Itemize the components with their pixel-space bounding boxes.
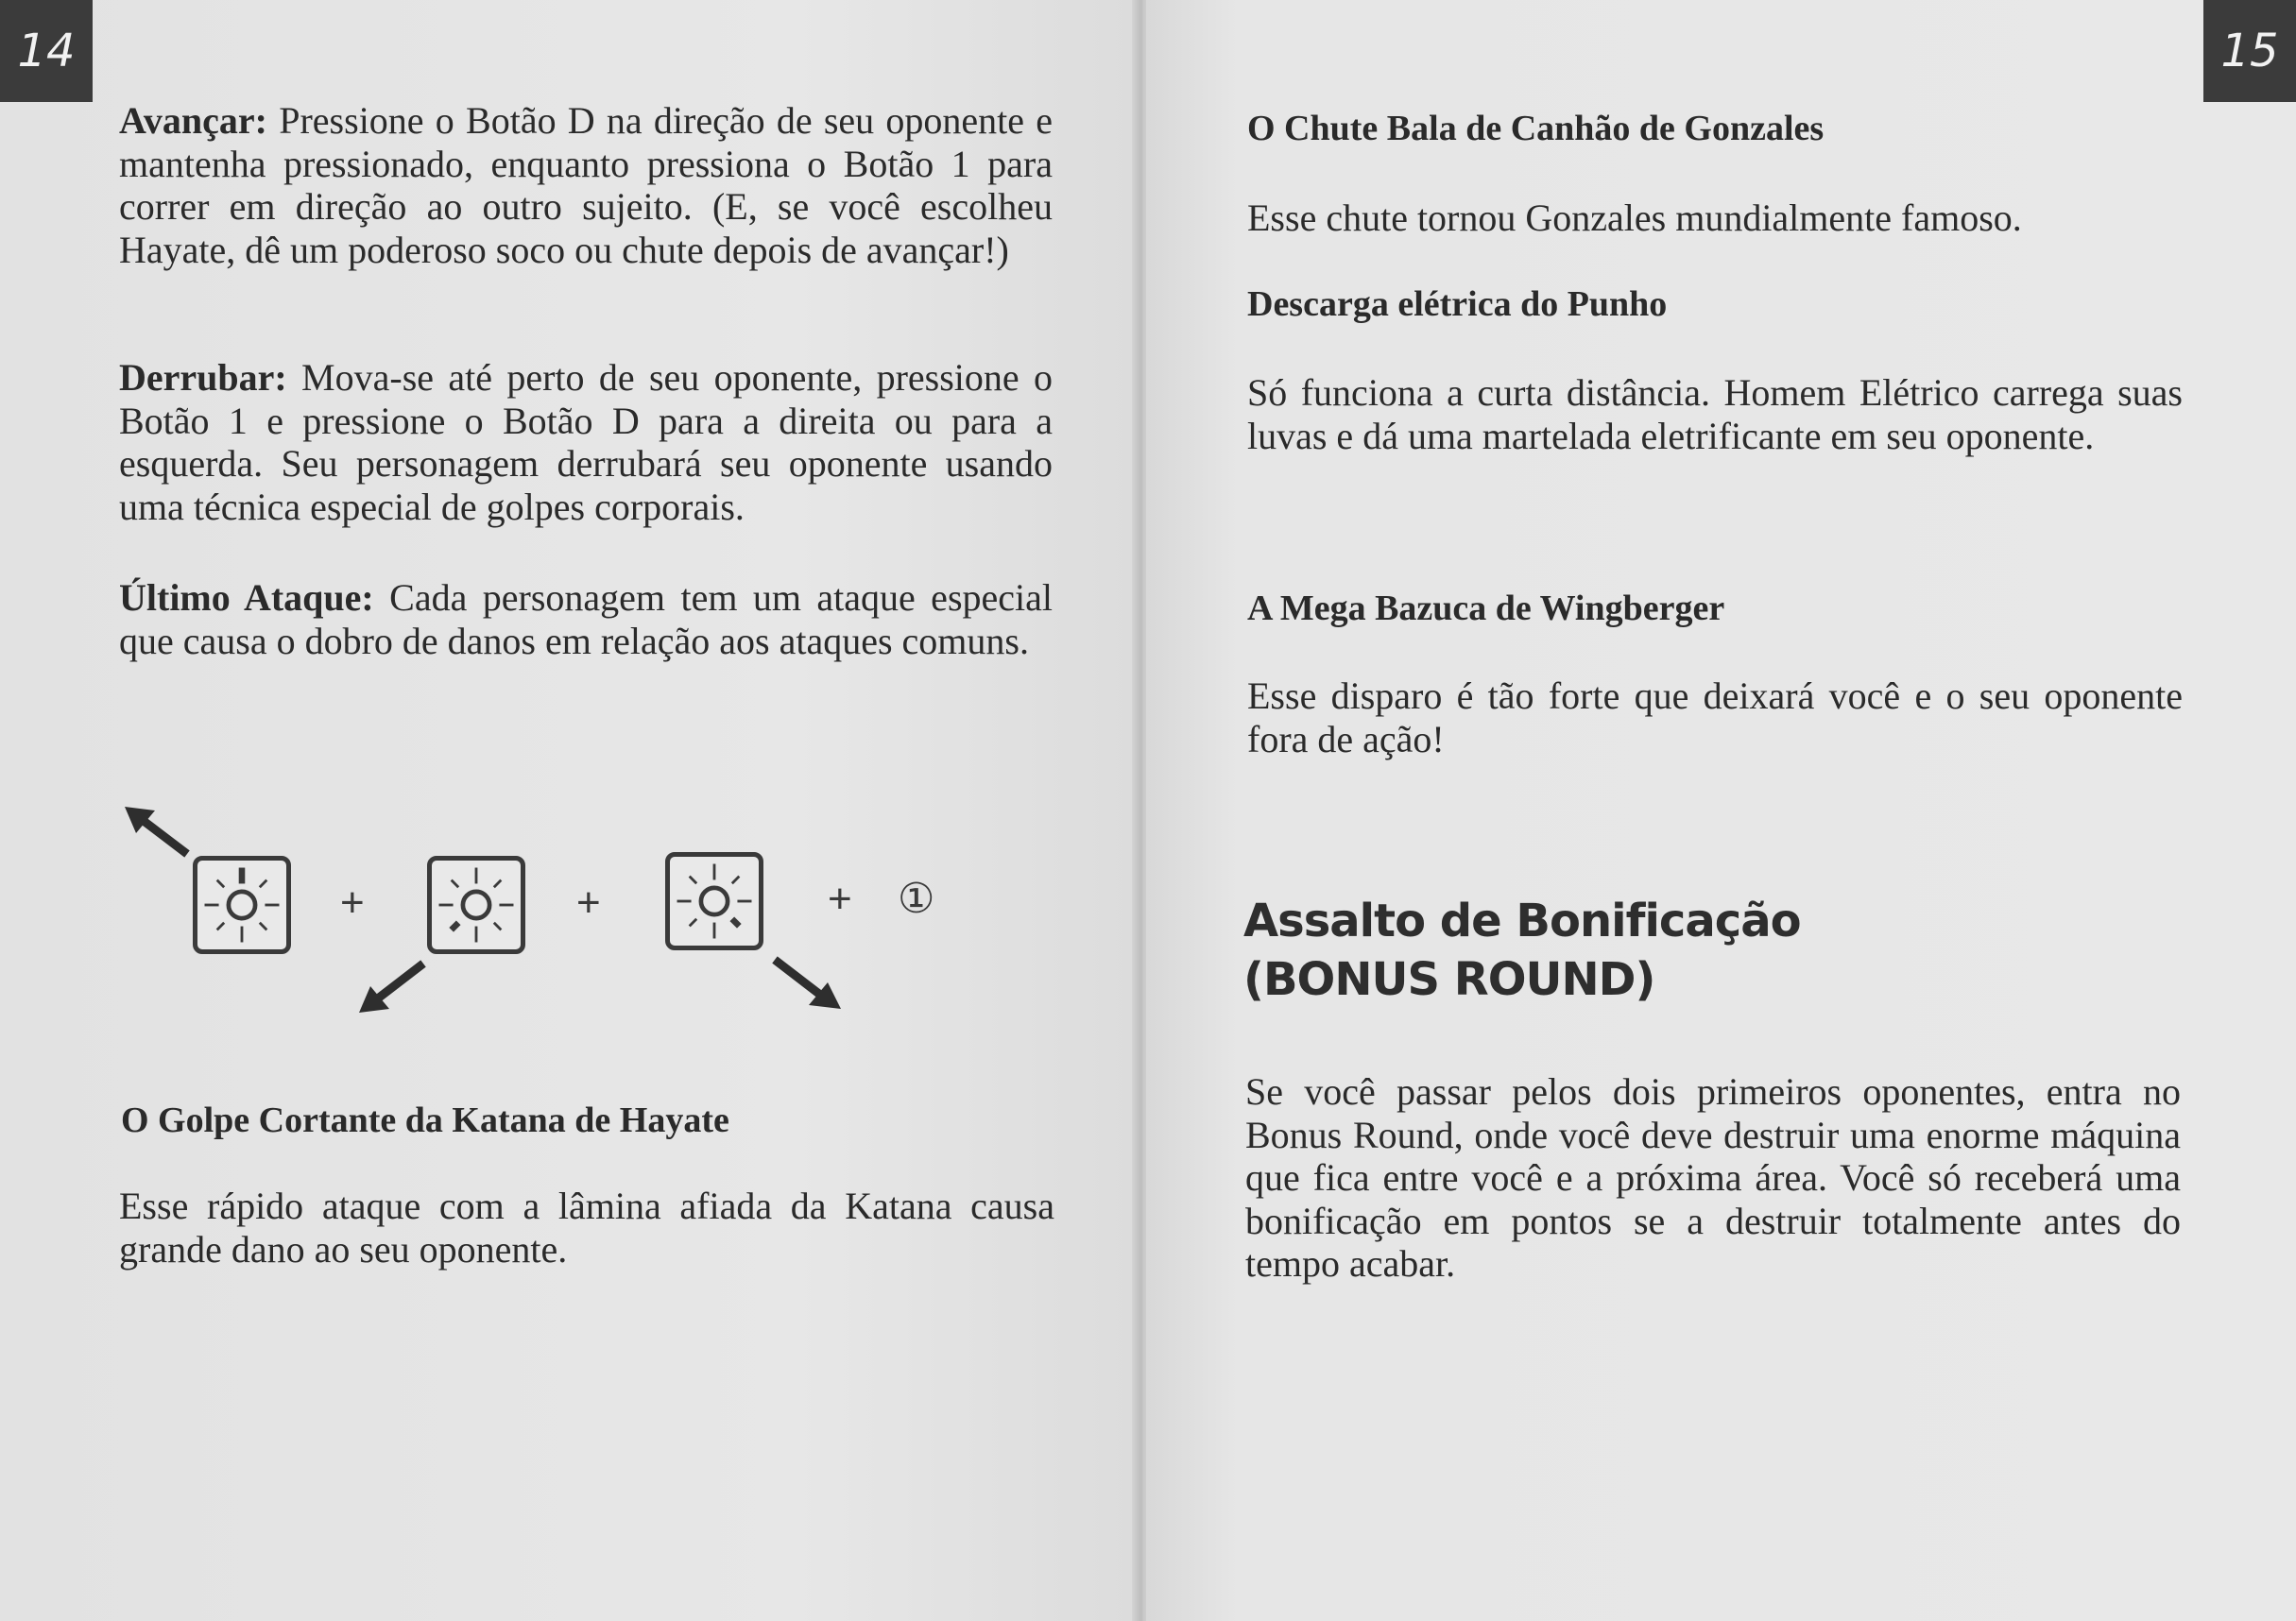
katana-heading: O Golpe Cortante da Katana de Hayate — [121, 1101, 729, 1140]
ultimo-ataque-term: Último Ataque: — [119, 576, 374, 619]
bonus-heading-line-2: (BONUS ROUND) — [1243, 953, 1655, 1006]
arrow-down-left-icon — [357, 958, 433, 1015]
derrubar-term: Derrubar: — [119, 356, 287, 399]
bonus-round-heading — [1243, 892, 2188, 1009]
plus-sign: + — [340, 879, 365, 926]
dpad-icon — [193, 856, 291, 954]
page-number-right: 15 — [2203, 0, 2296, 102]
page-number-left: 14 — [0, 0, 93, 102]
bazuca-paragraph: Esse disparo é tão forte que deixará você e o seu oponente fora de ação! — [1247, 674, 2183, 760]
chute-heading: O Chute Bala de Canhão de Gonzales — [1247, 109, 1825, 148]
katana-paragraph: Esse rápido ataque com a lâmina afiada da Katana causa grande dano ao seu oponente. — [119, 1185, 1054, 1271]
dpad-icon — [665, 852, 763, 950]
ultimo-ataque-text: Cada personagem tem um ataque especial que causa o dobro de danos em relação aos ataques comuns. — [119, 576, 1053, 662]
descarga-heading: Descarga elétrica do Punho — [1247, 284, 1668, 324]
ultimo-ataque-paragraph — [119, 576, 1053, 662]
bazuca-heading: A Mega Bazuca de Wingberger — [1247, 589, 1725, 628]
chute-paragraph: Esse chute tornou Gonzales mundialmente famoso. — [1247, 196, 2022, 239]
derrubar-text: Mova-se até perto de seu oponente, pressione o Botão 1 e pressione o Botão D para a direita ou para a esquerda. Seu personagem derrubará seu oponente usando uma técnica especial de golpes corporais. — [119, 356, 1053, 528]
right-page — [1146, 0, 2296, 1621]
plus-sign: + — [576, 879, 601, 926]
left-page — [0, 0, 1139, 1621]
avancar-text: Pressione o Botão D na direção de seu oponente e mantenha pressionado, enquanto pressiona o Botão 1 para correr em direção ao outro sujeito. (E, se você escolheu Hayate, dê um poderoso soco ou chute depois de avançar!) — [119, 99, 1053, 271]
avancar-paragraph — [119, 99, 1053, 271]
derrubar-paragraph — [119, 356, 1053, 528]
dpad-icon — [427, 856, 525, 954]
bonus-heading-line-1: Assalto de Bonificação — [1243, 895, 1801, 947]
descarga-paragraph: Só funciona a curta distância. Homem Elétrico carrega suas luvas e dá uma martelada eletrificante em seu oponente. — [1247, 371, 2183, 457]
avancar-term: Avançar: — [119, 99, 267, 142]
arrow-down-right-icon — [767, 954, 843, 1011]
plus-sign: + — [828, 876, 852, 922]
arrow-up-left-icon — [123, 805, 198, 862]
bonus-paragraph: Se você passar pelos dois primeiros oponentes, entra no Bonus Round, onde você deve destruir uma enorme máquina que fica entre você e a próxima área. Você só receberá uma bonificação em pontos se a destruir totalmente antes do tempo acabar. — [1245, 1070, 2181, 1285]
button-one-icon: ① — [898, 875, 935, 923]
